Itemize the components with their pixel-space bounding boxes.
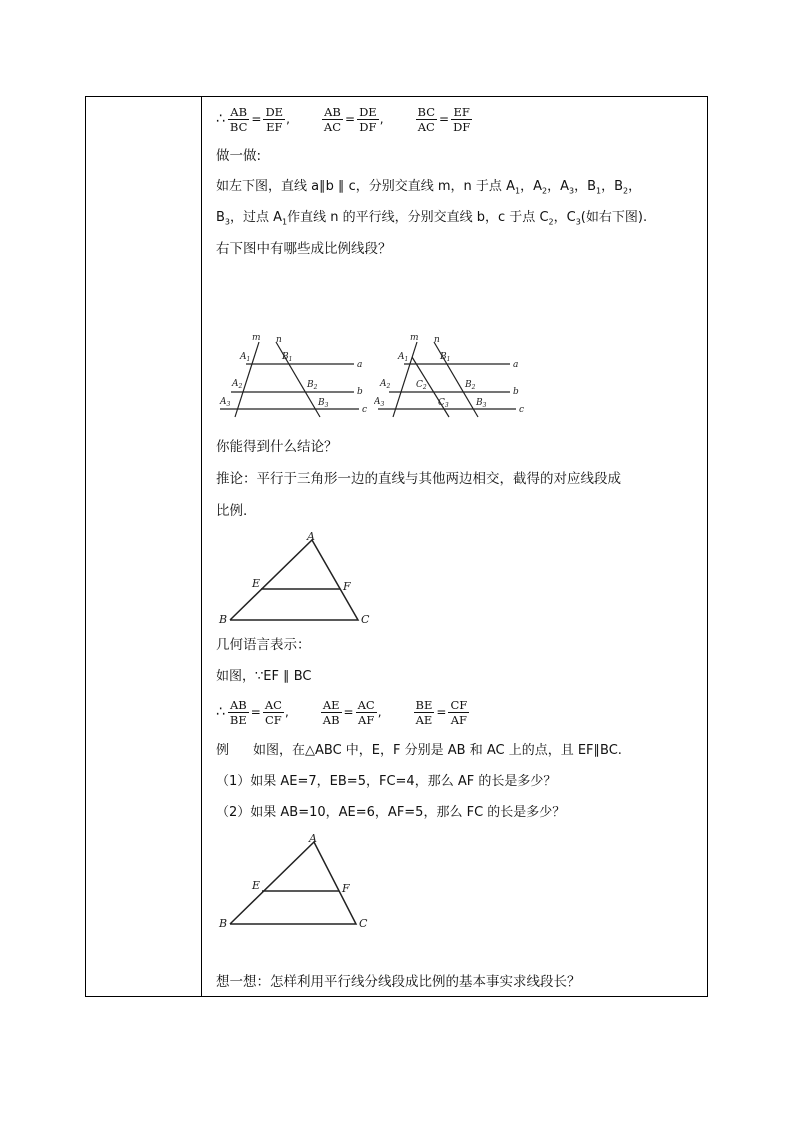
- svg-text:A2: $A_2$: [232, 379, 243, 390]
- label-a: a: [513, 360, 519, 370]
- svg-text:B3: $B_3$: [318, 398, 329, 409]
- label-n: n: [276, 335, 282, 345]
- fraction: $\frac{EF}{DF}$: [453, 104, 471, 134]
- ratio-row-2: ∴ $\frac{AB}{BE}$ = $\frac{AC}{CF}$ , $\frac{AE}{AB}$ = $\frac{AC}{AF}$ , $\frac{BE}{AE}$ = $\frac{CF}{AF}$: [216, 697, 468, 727]
- try-line-1: 如左下图，直线 a∥b ∥ c，分别交直线 m，n 于点 $A_1$，$A_2$，$A_3$，$B_1$，$B_2$，: [216, 179, 642, 196]
- label-E: E: [252, 577, 261, 590]
- label-C: C: [361, 613, 370, 626]
- label-E: E: [252, 879, 261, 892]
- fraction: $\frac{AE}{AB}$: [322, 697, 340, 727]
- svg-text:B2: $B_2$: [307, 380, 318, 391]
- example-statement: 例 如图，在△ABC 中，E，F 分别是 AB 和 AC 上的点，且 EF∥BC.: [216, 743, 622, 758]
- svg-text:A1: $A_1$: [240, 352, 251, 363]
- example-question-2: （2）如果 AB=10，AE=6，AF=5，那么 FC 的长是多少？: [216, 805, 566, 820]
- try-title: 做一做:: [216, 148, 262, 164]
- triangle-figure-1: [216, 530, 376, 630]
- fraction: $\frac{DE}{DF}$: [359, 104, 377, 134]
- ratio-row-1: ∴ $\frac{AB}{BC}$ = $\frac{DE}{EF}$ , $\frac{AB}{AC}$ = $\frac{DE}{DF}$ , $\frac{BC}{AC}$ = $\frac{EF}{DF}$: [216, 104, 471, 134]
- svg-text:C2: $C_2$: [416, 380, 427, 391]
- label-C: C: [359, 917, 368, 930]
- corollary-line-1: 推论：平行于三角形一边的直线与其他两边相交，截得的对应线段成: [216, 471, 621, 487]
- therefore-symbol: ∴: [216, 704, 225, 720]
- label-b: b: [513, 387, 519, 397]
- svg-text:B3: $B_3$: [476, 398, 487, 409]
- label-F: F: [343, 580, 351, 593]
- fraction: $\frac{DE}{EF}$: [265, 104, 284, 134]
- layout-table: [85, 96, 708, 997]
- svg-text:B1: $B_1$: [282, 352, 293, 363]
- label-A: A: [307, 530, 315, 543]
- label-c: c: [519, 405, 525, 415]
- fraction: $\frac{AB}{BC}$: [229, 104, 248, 134]
- therefore-symbol: ∴: [216, 111, 225, 127]
- content-cell: [216, 97, 706, 996]
- fraction: $\frac{CF}{AF}$: [450, 697, 468, 727]
- label-F: F: [342, 882, 350, 895]
- label-B: B: [219, 613, 228, 626]
- fraction: $\frac{BE}{AE}$: [415, 697, 433, 727]
- try-line-3: 右下图中有哪些成比例线段？: [216, 241, 392, 257]
- think-line: 想一想：怎样利用平行线分线段成比例的基本事实求线段长？: [216, 974, 581, 990]
- geometry-given: 如图，∵EF ∥ BC: [216, 669, 312, 684]
- svg-text:A3: $A_3$: [220, 397, 231, 408]
- svg-text:B2: $B_2$: [465, 380, 476, 391]
- geometry-language-title: 几何语言表示：: [216, 637, 311, 653]
- example-question-1: （1）如果 AE=7，EB=5，FC=4，那么 AF 的长是多少？: [216, 774, 557, 789]
- svg-text:A2: $A_2$: [380, 379, 391, 390]
- svg-text:C3: $C_3$: [438, 398, 449, 409]
- label-b: b: [357, 387, 363, 397]
- label-m: m: [252, 333, 261, 343]
- svg-text:A1: $A_1$: [398, 352, 409, 363]
- label-A: A: [309, 832, 317, 845]
- column-divider: [201, 97, 202, 996]
- fraction: $\frac{AC}{AF}$: [357, 697, 375, 727]
- svg-text:A3: $A_3$: [374, 397, 385, 408]
- svg-text:B1: $B_1$: [440, 352, 451, 363]
- question-conclusion: 你能得到什么结论？: [216, 439, 338, 455]
- parallel-lines-figure-right: [374, 331, 549, 421]
- triangle-figure-2: [216, 830, 376, 934]
- fraction: $\frac{AC}{CF}$: [264, 697, 282, 727]
- label-n: n: [434, 335, 440, 345]
- fraction: $\frac{BC}{AC}$: [417, 104, 435, 134]
- try-line-2: $B_3$，过点 $A_1$作直线 n 的平行线，分别交直线 b，c 于点 $C_2$，$C_3$(如右下图).: [216, 210, 648, 227]
- label-B: B: [219, 917, 228, 930]
- parallel-lines-figure-left: [216, 331, 376, 421]
- label-c: c: [362, 405, 368, 415]
- label-m: m: [410, 333, 419, 343]
- label-a: a: [357, 360, 363, 370]
- fraction: $\frac{AB}{AC}$: [323, 104, 342, 134]
- fraction: $\frac{AB}{BE}$: [229, 697, 247, 727]
- corollary-line-2: 比例.: [216, 503, 248, 519]
